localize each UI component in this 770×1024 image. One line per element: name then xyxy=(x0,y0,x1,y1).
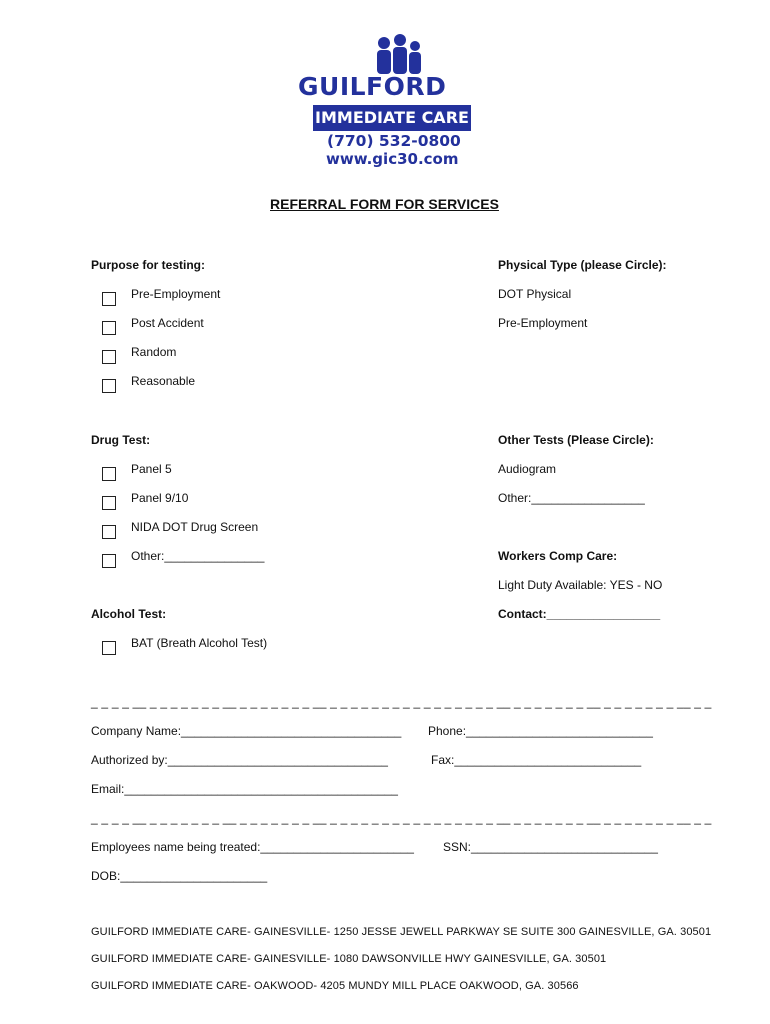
checkbox-pre-employment[interactable] xyxy=(102,292,116,306)
drug-option-panel-5: Panel 5 xyxy=(131,462,172,476)
checkbox-reasonable[interactable] xyxy=(102,379,116,393)
guilford-logo xyxy=(296,32,481,172)
checkbox-post-accident[interactable] xyxy=(102,321,116,335)
light-duty-available[interactable]: Light Duty Available: YES - NO xyxy=(498,578,663,592)
alcohol-test-heading: Alcohol Test: xyxy=(91,607,167,621)
logo-website: www.gic30.com xyxy=(326,150,459,168)
footer-address-3: GUILFORD IMMEDIATE CARE- OAKWOOD- 4205 MUNDY MILL PLACE OAKWOOD, GA. 30566 xyxy=(91,980,579,992)
phone-field[interactable]: Phone:____________________________ xyxy=(428,724,653,738)
purpose-option-random: Random xyxy=(131,345,177,359)
checkbox-drug-other[interactable] xyxy=(102,554,116,568)
purpose-heading: Purpose for testing: xyxy=(91,258,206,272)
ssn-field[interactable]: SSN:____________________________ xyxy=(443,840,658,854)
alcohol-option-bat: BAT (Breath Alcohol Test) xyxy=(131,636,268,650)
family-icon xyxy=(366,34,436,76)
purpose-option-reasonable: Reasonable xyxy=(131,374,196,388)
workers-comp-heading: Workers Comp Care: xyxy=(498,549,618,563)
logo-name: GUILFORD xyxy=(298,72,447,101)
logo-subtitle-band xyxy=(313,105,471,131)
contact-field[interactable]: Contact:_________________ xyxy=(498,607,661,621)
form-title: REFERRAL FORM FOR SERVICES xyxy=(270,196,499,212)
company-name-field[interactable]: Company Name:_________________________________ xyxy=(91,724,402,738)
purpose-option-pre-employment: Pre-Employment xyxy=(131,287,221,301)
footer-address-1: GUILFORD IMMEDIATE CARE- GAINESVILLE- 1250 JESSE JEWELL PARKWAY SE SUITE 300 GAINESVILLE, GA. 30501 xyxy=(91,926,712,938)
checkbox-panel-9-10[interactable] xyxy=(102,496,116,510)
other-tests-heading: Other Tests (Please Circle): xyxy=(498,433,654,447)
drug-option-panel-9-10: Panel 9/10 xyxy=(131,491,189,505)
fax-field[interactable]: Fax:____________________________ xyxy=(431,753,642,767)
other-test-other-field[interactable]: Other:_________________ xyxy=(498,491,645,505)
employee-name-field[interactable]: Employees name being treated:_______________________ xyxy=(91,840,414,854)
email-field[interactable]: Email:_________________________________________ xyxy=(91,782,398,796)
physical-option-pre-employment[interactable]: Pre-Employment xyxy=(498,316,588,330)
checkbox-nida-dot[interactable] xyxy=(102,525,116,539)
checkbox-random[interactable] xyxy=(102,350,116,364)
logo-subtitle: IMMEDIATE CARE xyxy=(315,108,469,127)
physical-heading: Physical Type (please Circle): xyxy=(498,258,667,272)
drug-option-nida-dot: NIDA DOT Drug Screen xyxy=(131,520,259,534)
dashed-separator: _ _ _ _ __ _ _ _ _ _ _ _ __ _ _ _ _ _ _ _ __ _ _ _ _ _ _ _ _ _ _ _ _ _ _ _ _ __ _ _ _ _ _ _ _ __ _ _ _ _ _ _ _ __ _ _ xyxy=(91,811,712,825)
checkbox-bat[interactable] xyxy=(102,641,116,655)
physical-option-dot[interactable]: DOT Physical xyxy=(498,287,572,301)
logo-phone: (770) 532-0800 xyxy=(327,132,461,150)
dashed-separator: _ _ _ _ __ _ _ _ _ _ _ _ __ _ _ _ _ _ _ _ __ _ _ _ _ _ _ _ _ _ _ _ _ _ _ _ _ __ _ _ _ _ _ _ _ __ _ _ _ _ _ _ _ __ _ _ xyxy=(91,695,712,709)
checkbox-panel-5[interactable] xyxy=(102,467,116,481)
purpose-option-post-accident: Post Accident xyxy=(131,316,204,330)
drug-option-other[interactable]: Other:_______________ xyxy=(131,549,265,563)
footer-address-2: GUILFORD IMMEDIATE CARE- GAINESVILLE- 1080 DAWSONVILLE HWY GAINESVILLE, GA. 30501 xyxy=(91,953,607,965)
authorized-by-field[interactable]: Authorized by:_________________________________ xyxy=(91,753,388,767)
drug-test-heading: Drug Test: xyxy=(91,433,151,447)
other-test-audiogram[interactable]: Audiogram xyxy=(498,462,557,476)
dob-field[interactable]: DOB:______________________ xyxy=(91,869,268,883)
